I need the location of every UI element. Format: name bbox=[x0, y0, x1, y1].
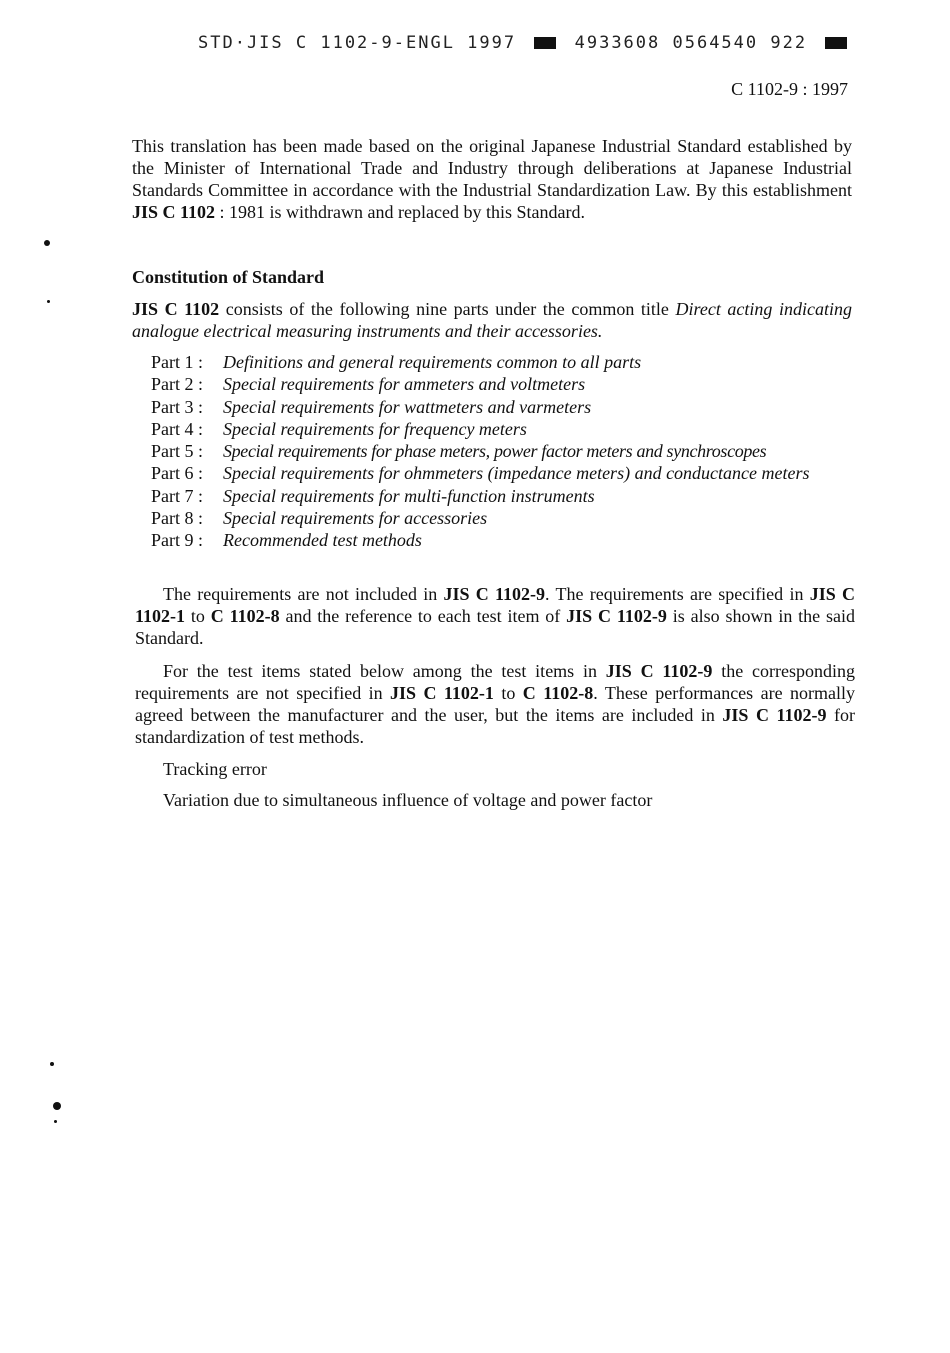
part-number: Part 2 : bbox=[151, 374, 203, 395]
part-number: Part 5 : bbox=[151, 441, 203, 462]
list-item bbox=[151, 373, 856, 395]
para-text: the corresponding requirements are not specified in bbox=[135, 661, 856, 703]
standard-ref: JIS C 1102-9 bbox=[443, 584, 546, 604]
parts-list bbox=[151, 351, 856, 552]
constitution-paragraph bbox=[132, 298, 852, 342]
list-item bbox=[151, 462, 856, 484]
para-text: for standardization of test methods. bbox=[135, 705, 855, 747]
standard-ref: JIS C 1102-9 bbox=[605, 661, 713, 681]
constitution-lead-text: consists of the following nine parts under the common title bbox=[219, 299, 676, 319]
part-number: Part 7 : bbox=[151, 485, 203, 506]
part-number: Part 9 : bbox=[151, 530, 203, 551]
part-title: Special requirements for ammeters and voltmeters bbox=[223, 374, 586, 395]
test-item-tracking-error: Tracking error bbox=[163, 759, 267, 779]
standard-ref: JIS C 1102-1 bbox=[390, 683, 494, 703]
list-item bbox=[151, 351, 856, 373]
document-number: C 1102-9 : 1997 bbox=[731, 79, 848, 99]
para-text: For the test items stated below among the test items in bbox=[163, 661, 606, 681]
intro-text: This translation has been made based on the original Japanese Industrial Standard established by the Minister of International Trade and Industry through deliberations at Japanese Industrial Standards Committee in accordance with the Industrial Standardization Law. By this establishment bbox=[132, 136, 852, 200]
standard-ref: JIS C 1102-1 bbox=[135, 584, 855, 626]
list-item bbox=[151, 507, 856, 529]
document-stamp-line bbox=[198, 32, 818, 54]
stamp-block-mark bbox=[534, 37, 556, 49]
part-title: Special requirements for wattmeters and varmeters bbox=[223, 396, 592, 417]
part-title: Recommended test methods bbox=[223, 530, 422, 551]
intro-standard-ref: JIS C 1102 bbox=[132, 202, 216, 222]
list-item bbox=[151, 418, 856, 440]
part-title: Special requirements for phase meters, power factor meters and synchroscopes bbox=[223, 441, 767, 462]
stamp-code: STD·JIS C 1102-9-ENGL 1997 bbox=[198, 33, 517, 53]
part-title: Special requirements for multi-function instruments bbox=[223, 485, 595, 506]
part-title: Special requirements for ohmmeters (impedance meters) and conductance meters bbox=[223, 463, 810, 484]
part-title: Definitions and general requirements common to all parts bbox=[223, 352, 642, 372]
standard-ref: C 1102-8 bbox=[522, 683, 594, 703]
intro-tail: : 1981 is withdrawn and replaced by this Standard. bbox=[215, 202, 585, 222]
list-item bbox=[151, 485, 856, 507]
part-title: Special requirements for accessories bbox=[223, 508, 488, 529]
para-text: . These performances are normally agreed between the manufacturer and the user, but the items are included in bbox=[135, 683, 855, 725]
part-number: Part 1 : bbox=[151, 352, 203, 372]
para-text: The requirements are not included in bbox=[163, 584, 444, 604]
part-number: Part 6 : bbox=[151, 463, 203, 484]
requirements-paragraph bbox=[135, 583, 855, 649]
constitution-standard-ref: JIS C 1102 bbox=[132, 299, 220, 319]
scan-speck bbox=[50, 1062, 54, 1066]
scan-speck bbox=[44, 240, 50, 246]
standard-ref: JIS C 1102-9 bbox=[566, 606, 667, 626]
part-number: Part 3 : bbox=[151, 396, 203, 417]
para-text: . The requirements are specified in bbox=[545, 584, 810, 604]
scan-speck bbox=[53, 1102, 61, 1110]
part-title: Special requirements for frequency meters bbox=[223, 418, 527, 439]
stamp-block-mark-end bbox=[825, 37, 847, 49]
part-number: Part 4 : bbox=[151, 418, 203, 439]
test-items-paragraph bbox=[135, 660, 855, 748]
intro-paragraph bbox=[132, 135, 852, 223]
scan-speck bbox=[47, 300, 50, 303]
standard-ref: JIS C 1102-9 bbox=[722, 705, 827, 725]
common-title: Direct acting indicating analogue electrical measuring instruments and their accessories. bbox=[132, 299, 852, 341]
standard-ref: C 1102-8 bbox=[210, 606, 280, 626]
para-text: and the reference to each test item of bbox=[279, 606, 567, 626]
para-text: to bbox=[185, 606, 211, 626]
para-text: is also shown in the said Standard. bbox=[135, 606, 856, 648]
section-heading: Constitution of Standard bbox=[132, 267, 325, 287]
test-item-variation: Variation due to simultaneous influence of voltage and power factor bbox=[163, 790, 653, 810]
list-item bbox=[151, 529, 856, 551]
list-item bbox=[151, 396, 856, 418]
scan-speck bbox=[54, 1120, 57, 1123]
list-item bbox=[151, 440, 856, 462]
para-text: to bbox=[493, 683, 523, 703]
part-number: Part 8 : bbox=[151, 508, 203, 529]
stamp-numbers: 4933608 0564540 922 bbox=[574, 33, 808, 53]
